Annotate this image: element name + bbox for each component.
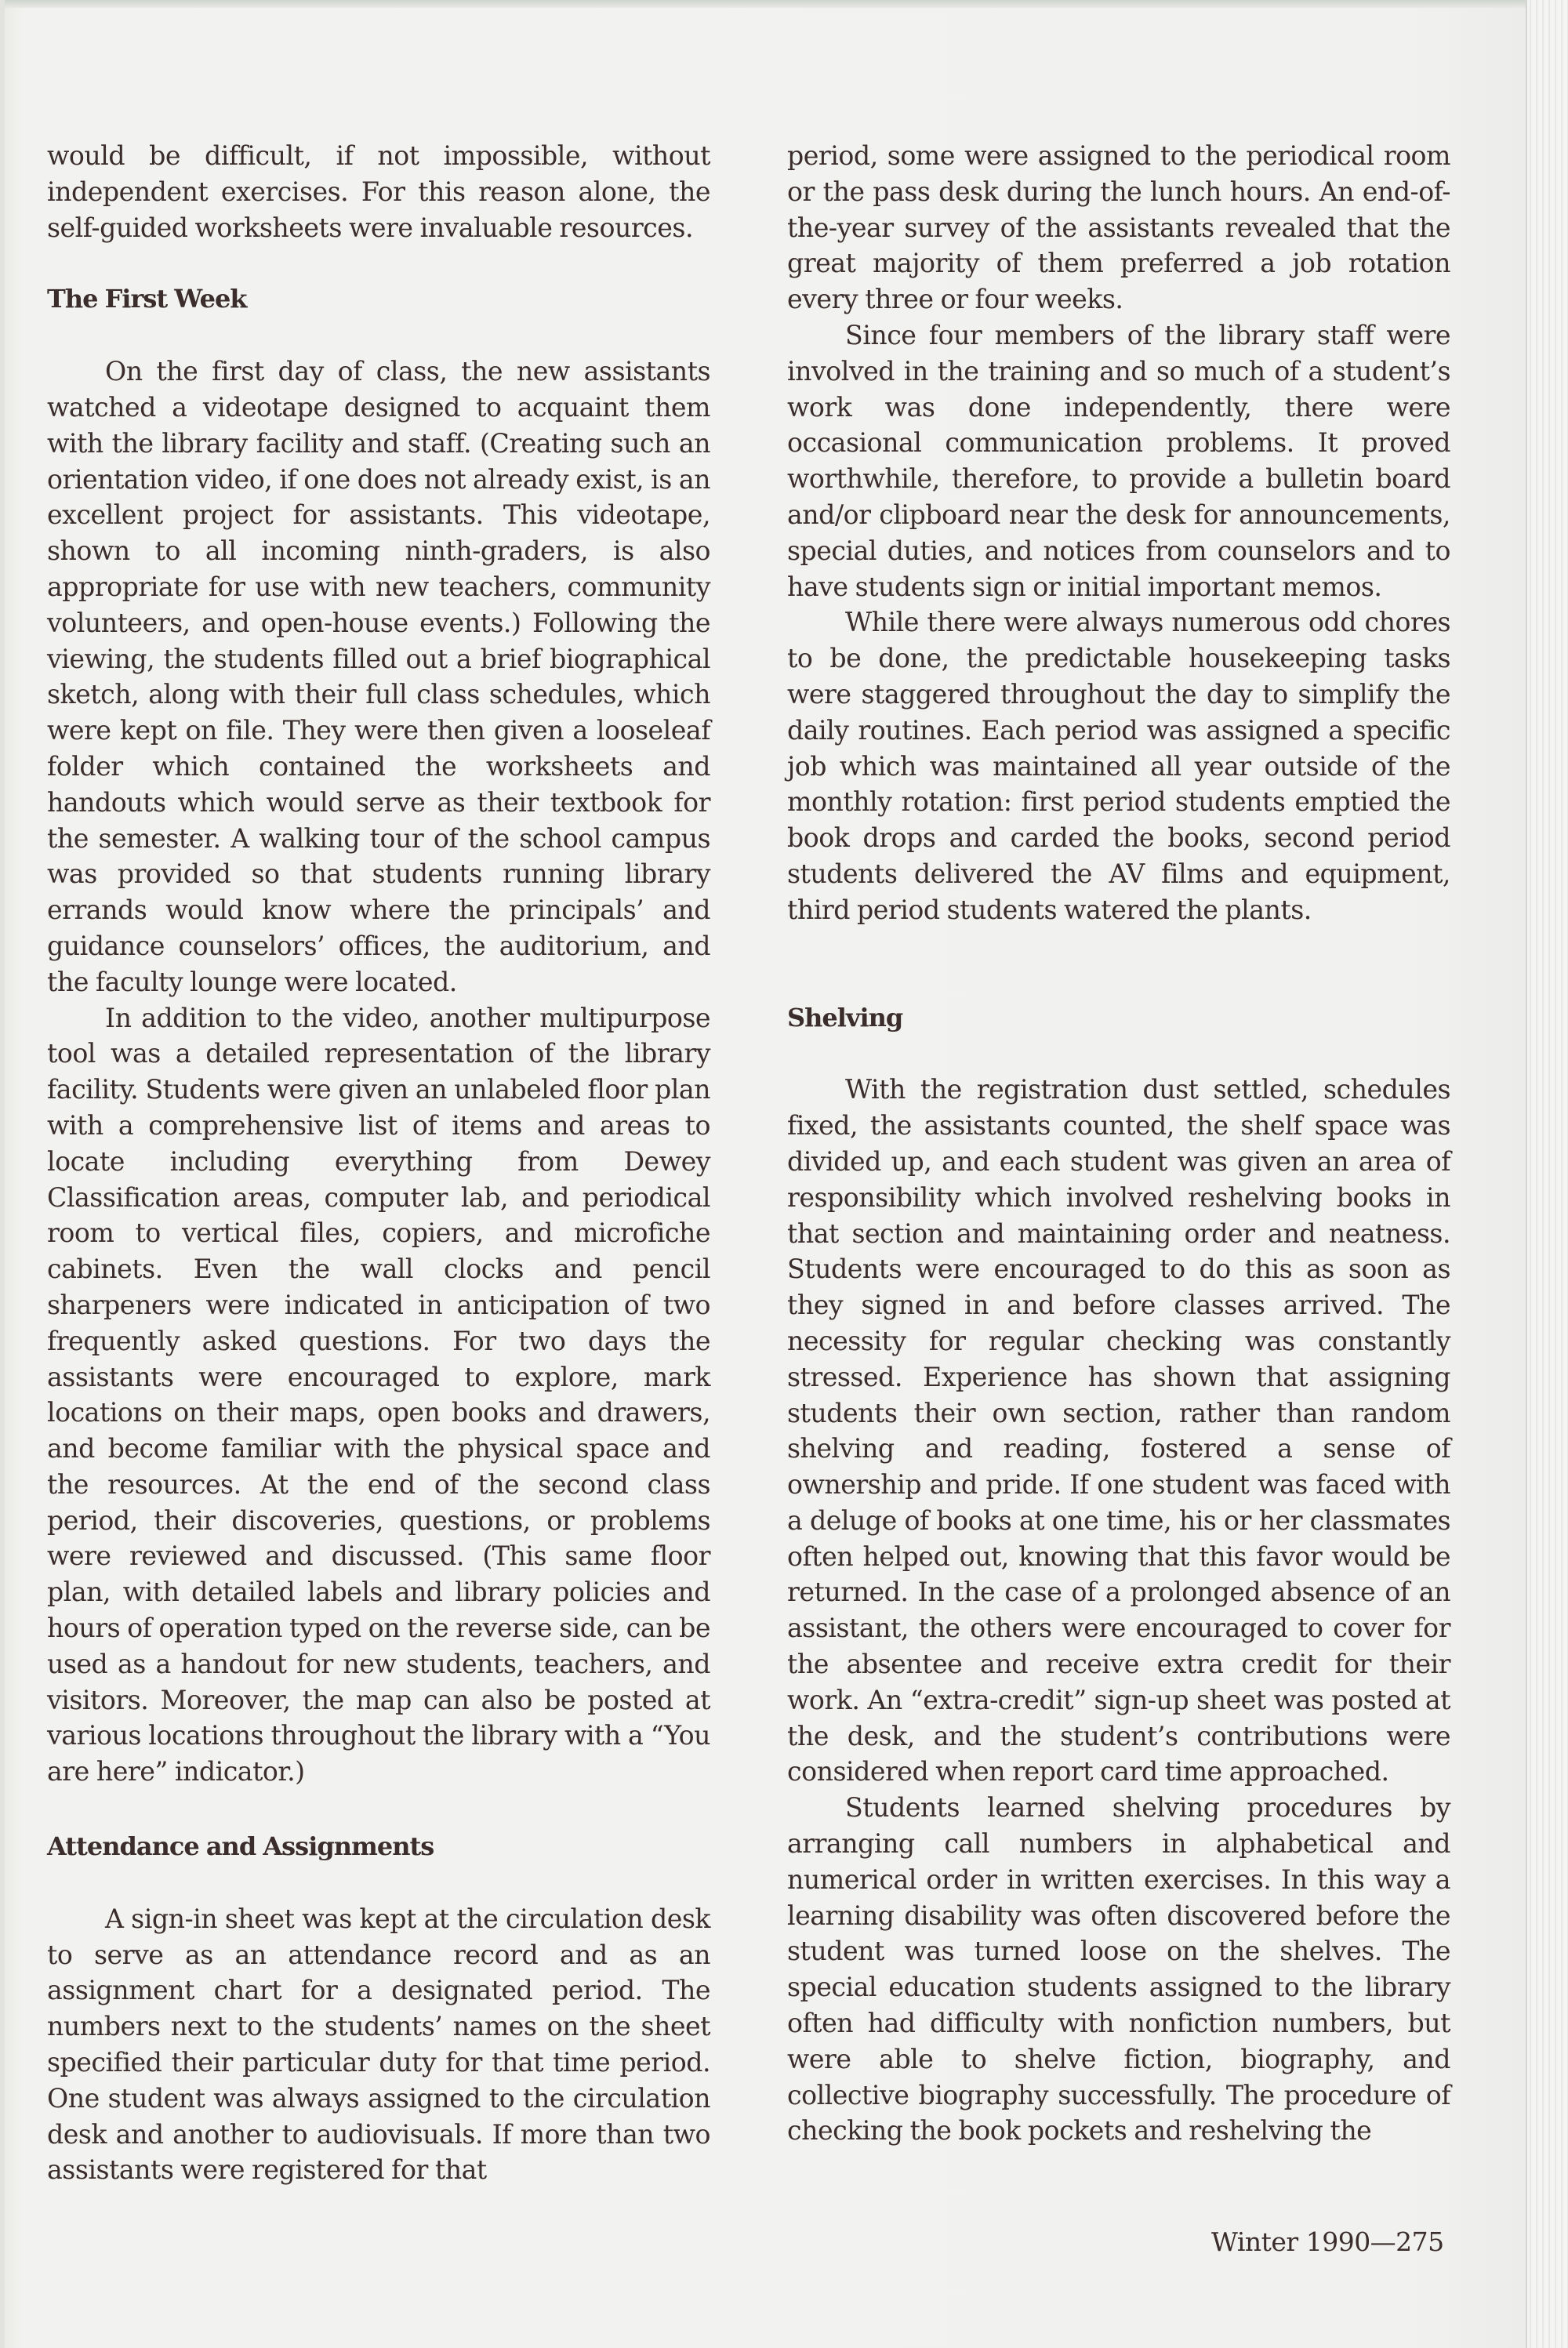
binding-edge bbox=[0, 0, 5, 2348]
page-footer: Winter 1990—275 bbox=[1211, 2226, 1444, 2257]
page-top-edge bbox=[0, 0, 1568, 8]
paragraph-continued: period, some were assigned to the periodical room or the pass desk during the lunch hours. An end-of-the-year survey of the assistants revealed that the great majority of them preferred a job rotation every three or four weeks. bbox=[787, 140, 1450, 315]
paragraph-shelving-procedures: Students learned shelving procedures by arranging call numbers in alphabetical and numerical order in written exercises. In this way a learning disability was often discovered before the student was turned loose on the shelves. The special education students assigned to the library often had difficulty with nonfiction numbers, but were able to shelve fiction, biography, and collective biography successfully. The procedure of checking the book pockets and reshelving the bbox=[787, 1792, 1450, 2147]
paragraph-shelf-space: With the registration dust settled, schedules fixed, the assistants counted, the shelf space was divided up, and each student was given an area of responsibility which involved reshelving books in that section and maintaining order and neatness. Students were encouraged to do this as soon as they signed in and before classes arrived. The necessity for regular checking was constantly stressed. Experience has shown that assigning students their own section, rather than random shelving and reading, fostered a sense of ownership and pride. If one student was faced with a deluge of books at one time, his or her classmates often helped out, knowing that this favor would be returned. In the case of a prolonged absence of an assistant, the others were encouraged to cover for the absentee and receive extra credit for their work. An “extra-credit” sign-up sheet was posted at the desk, and the student’s contributions were considered when report card time approached. bbox=[787, 1074, 1450, 1787]
section-heading-shelving: Shelving bbox=[787, 1002, 903, 1032]
paragraph-sign-in-sheet: A sign-in sheet was kept at the circulation desk to serve as an attendance record and as an assignment chart for a designated period. The numbers next to the students’ names on the sheet specified their particular duty for that time period. One student was always assigned to the circulation desk and another to audiovisuals. If more than two assistants were registered for that bbox=[47, 1903, 710, 2186]
paragraph-floor-plan: In addition to the video, another multipurpose tool was a detailed representation of the library facility. Students were given an unlabeled floor plan with a comprehensive list of items and areas to locate including everything from Dewey Classification areas, computer lab, and periodical room to vertical files, copiers, and microfiche cabinets. Even the wall clocks and pencil sharpeners were indicated in anticipation of two frequently asked questions. For two days the assistants were encouraged to explore, mark locations on their maps, open books and drawers, and become familiar with the physical space and the resources. At the end of the second class period, their discoveries, questions, or problems were reviewed and discussed. (This same floor plan, with detailed labels and library policies and hours of operation typed on the reverse side, can be used as a handout for new students, teachers, and visitors. Moreover, the map can also be posted at various locations throughout the library with a “You are here” indicator.) bbox=[47, 1002, 710, 1787]
paragraph-continued: would be difficult, if not impossible, without independent exercises. For this reason alone, the self-guided worksheets were invaluable resources. bbox=[47, 140, 710, 243]
right-column bbox=[787, 138, 1450, 2149]
paragraph-orientation-video: On the first day of class, the new assistants watched a videotape designed to acquaint them with the library facility and staff. (Creating such an orientation video, if one does not already exist, is an excellent project for assistants. This videotape, shown to all incoming ninth-graders, is also appropriate for use with new teachers, community volunteers, and open-house events.) Following the viewing, the students filled out a brief biographical sketch, along with their full class schedules, which were kept on file. They were then given a looseleaf folder which contained the worksheets and handouts which would serve as their textbook for the semester. A walking tour of the school campus was provided so that students running library errands would know where the principals’ and guidance counselors’ offices, the auditorium, and the faculty lounge were located. bbox=[47, 356, 710, 997]
page-stack-edge bbox=[1526, 0, 1568, 2348]
paragraph-communication: Since four members of the library staff were involved in the training and so much of a student’s work was done independently, there were occasional communication problems. It proved worthwhile, therefore, to provide a bulletin board and/or clipboard near the desk for announcements, special duties, and notices from counselors and to have students sign or initial important memos. bbox=[787, 319, 1450, 602]
section-heading-attendance: Attendance and Assignments bbox=[47, 1831, 434, 1862]
left-column bbox=[47, 138, 710, 2188]
paragraph-housekeeping: While there were always numerous odd chores to be done, the predictable housekeeping tasks were staggered throughout the day to simplify the daily routines. Each period was assigned a specific job which was maintained all year outside of the monthly rotation: first period students emptied the book drops and carded the books, second period students delivered the AV films and equipment, third period students watered the plants. bbox=[787, 607, 1450, 925]
section-heading-first-week: The First Week bbox=[47, 284, 247, 314]
